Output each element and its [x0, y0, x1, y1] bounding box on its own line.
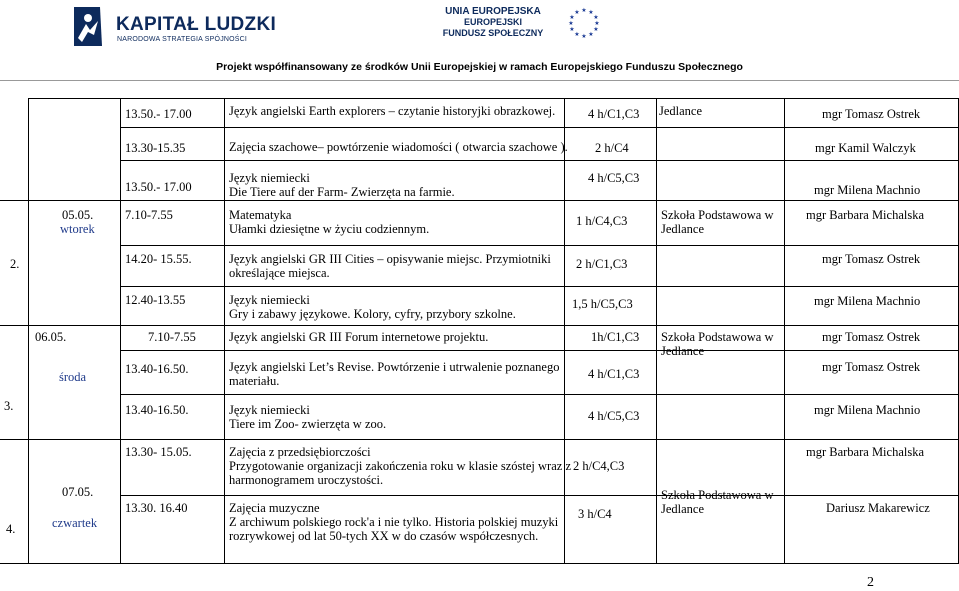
svg-text:★: ★ — [588, 31, 594, 38]
place-line: Szkoła Podstawowa w — [661, 488, 774, 502]
hours-cell: 4 h/C1,C3 — [588, 107, 640, 121]
svg-text:★: ★ — [593, 26, 599, 33]
day-weekday: czwartek — [52, 516, 98, 530]
svg-text:★: ★ — [574, 31, 580, 38]
activity-line: Tiere im Zoo- zwierzęta w zoo. — [229, 417, 387, 431]
svg-text:★: ★ — [569, 26, 575, 33]
place-line: Szkoła Podstawowa w — [661, 208, 774, 222]
project-funding-note: Projekt współfinansowany ze środków Unii Europejskiej w ramach Europejskiego Funduszu Społecznego — [216, 61, 743, 73]
teacher-cell: mgr Milena Machnio — [814, 294, 921, 308]
teacher-cell: mgr Tomasz Ostrek — [822, 360, 921, 374]
activity-line: materiału. — [229, 374, 280, 388]
place-cell: Jedlance — [659, 104, 703, 118]
teacher-cell: mgr Milena Machnio — [814, 403, 921, 417]
activity-line: Die Tiere auf der Farm- Zwierzęta na farmie. — [229, 185, 455, 199]
hours-cell: 1h/C1,C3 — [591, 330, 640, 344]
teacher-cell: mgr Milena Machnio — [814, 183, 921, 197]
hours-cell: 4 h/C5,C3 — [588, 171, 640, 185]
svg-text:★: ★ — [588, 9, 594, 16]
eu-text-block — [428, 6, 558, 39]
activity-line: Ułamki dziesiętne w życiu codziennym. — [229, 222, 430, 236]
svg-text:★: ★ — [593, 14, 599, 21]
svg-text:★: ★ — [574, 9, 580, 16]
time-cell: 13.40-16.50. — [125, 362, 189, 376]
teacher-cell: mgr Tomasz Ostrek — [822, 252, 921, 266]
hours-cell: 1,5 h/C5,C3 — [572, 297, 633, 311]
svg-text:★: ★ — [581, 33, 587, 40]
hours-cell: 1 h/C4,C3 — [576, 214, 628, 228]
place-line: Szkoła Podstawowa w — [661, 330, 774, 344]
activity-cell: Język angielski Earth explorers – czytanie historyjki obrazkowej. — [229, 104, 556, 118]
teacher-cell: mgr Tomasz Ostrek — [822, 330, 921, 344]
activity-line: rozrywkowej od lat 50-tych XX w do czasów współczesnych. — [229, 529, 539, 543]
activity-line: Zajęcia muzyczne — [229, 501, 320, 515]
teacher-cell: Dariusz Makarewicz — [826, 501, 930, 515]
kapital-ludzki-subtitle: NARODOWA STRATEGIA SPÓJNOŚCI — [117, 36, 248, 43]
time-cell: 13.30- 15.05. — [125, 445, 192, 459]
hours-cell: 2 h/C4 — [595, 141, 629, 155]
time-cell: 12.40-13.55 — [125, 293, 186, 307]
day-date: 07.05. — [62, 485, 94, 499]
eu-flag-icon — [562, 4, 606, 42]
activity-cell: Zajęcia szachowe– powtórzenie wiadomości ( otwarcia szachowe ). — [229, 140, 568, 154]
eu-line-2: EUROPEJSKI — [463, 17, 523, 27]
activity-line: Matematyka — [229, 208, 292, 222]
day-number: 3. — [4, 399, 14, 413]
hours-cell: 2 h/C4,C3 — [573, 459, 625, 473]
activity-line: Język angielski Let’s Revise. Powtórzenie i utrwalenie poznanego — [229, 360, 560, 374]
time-cell: 13.50.- 17.00 — [125, 107, 192, 121]
page-number: 2 — [867, 575, 874, 590]
teacher-cell: mgr Barbara Michalska — [806, 445, 925, 459]
header-divider — [0, 80, 959, 81]
place-line: Jedlance — [661, 222, 705, 236]
time-cell: 13.30. 16.40 — [125, 501, 188, 515]
activity-line: określające miejsca. — [229, 266, 330, 280]
activity-line: harmonogramem uroczystości. — [229, 473, 384, 487]
svg-text:★: ★ — [594, 20, 600, 27]
activity-cell: Język angielski GR III Forum internetowe projektu. — [229, 330, 489, 344]
place-line: Jedlance — [661, 344, 705, 358]
day-date: 05.05. — [62, 208, 94, 222]
activity-line: Język niemiecki — [229, 171, 310, 185]
time-cell: 7.10-7.55 — [125, 208, 173, 222]
page-header — [0, 0, 959, 85]
activity-line: Gry i zabawy językowe. Kolory, cyfry, przybory szkolne. — [229, 307, 516, 321]
day-number: 2. — [10, 257, 20, 271]
kapital-ludzki-logo — [70, 4, 106, 49]
hours-cell: 4 h/C5,C3 — [588, 409, 640, 423]
eu-line-3: FUNDUSZ SPOŁECZNY — [442, 28, 544, 38]
activity-line: Zajęcia z przedsiębiorczości — [229, 445, 371, 459]
teacher-cell: mgr Kamil Walczyk — [815, 141, 916, 155]
svg-text:★: ★ — [568, 20, 574, 27]
hours-cell: 2 h/C1,C3 — [576, 257, 628, 271]
hours-cell: 3 h/C4 — [578, 507, 612, 521]
activity-line: Przygotowanie organizacji zakończenia roku w klasie szóstej wraz z — [229, 459, 571, 473]
time-cell: 14.20- 15.55. — [125, 252, 192, 266]
teacher-cell: mgr Barbara Michalska — [806, 208, 925, 222]
eu-line-1: UNIA EUROPEJSKA — [445, 6, 541, 17]
hours-cell: 4 h/C1,C3 — [588, 367, 640, 381]
activity-line: Język niemiecki — [229, 403, 310, 417]
svg-text:★: ★ — [581, 7, 587, 14]
svg-text:★: ★ — [569, 14, 575, 21]
day-date: 06.05. — [35, 330, 67, 344]
time-cell: 13.40-16.50. — [125, 403, 189, 417]
time-cell: 13.50.- 17.00 — [125, 180, 192, 194]
time-cell: 13.30-15.35 — [125, 141, 186, 155]
place-line: Jedlance — [661, 502, 705, 516]
activity-line: Z archiwum polskiego rock'a i nie tylko. Historia polskiej muzyki — [229, 515, 559, 529]
day-weekday: wtorek — [60, 222, 95, 236]
kapital-ludzki-title: KAPITAŁ LUDZKI — [116, 14, 277, 35]
time-cell: 7.10-7.55 — [148, 330, 196, 344]
day-weekday: środa — [59, 370, 87, 384]
teacher-cell: mgr Tomasz Ostrek — [822, 107, 921, 121]
activity-line: Język niemiecki — [229, 293, 310, 307]
activity-line: Język angielski GR III Cities – opisywanie miejsc. Przymiotniki — [229, 252, 551, 266]
day-number: 4. — [6, 522, 16, 536]
